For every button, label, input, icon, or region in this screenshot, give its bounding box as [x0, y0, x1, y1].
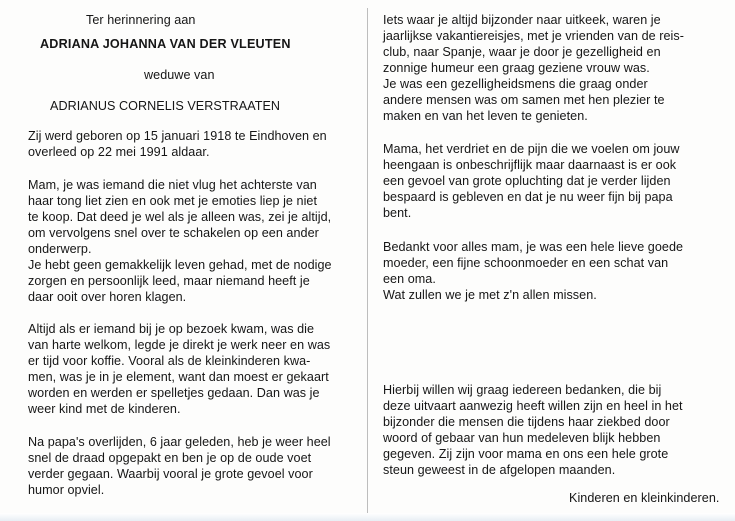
text-line: steun geweest in de afgelopen maanden. [383, 463, 616, 477]
signature: Kinderen en kleinkinderen. [569, 491, 720, 505]
text-line: overleed op 22 mei 1991 aldaar. [28, 145, 210, 159]
text-line: bespaard is gebleven en dat je nu weer fijn bij papa [383, 190, 673, 204]
text-line: een oma. [383, 272, 436, 286]
text-line: haar tong liet zien en ook met je emoties liep je niet [28, 194, 318, 208]
card-bottom-edge [0, 513, 735, 521]
birth-paragraph [28, 128, 346, 160]
paragraph-character [28, 177, 346, 305]
text-line: onderwerp. [28, 242, 92, 256]
text-line: heengaan is onbeschrijflijk maar daarnaast is er ook [383, 158, 677, 172]
text-line: Wat zullen we je met z'n allen missen. [383, 288, 597, 302]
text-line: club, naar Spanje, waar je door je gezelligheid en [383, 45, 661, 59]
paragraph-thanks-mam [383, 239, 723, 303]
text-line: verder gegaan. Waarbij vooral je grote gevoel voor [28, 467, 313, 481]
text-line: woord of gebaar van hun medeleven blijk hebben [383, 431, 661, 445]
text-line: er tijd voor koffie. Vooral als de kleinkinderen kwa- [28, 354, 311, 368]
text-line: Na papa's overlijden, 6 jaar geleden, heb je weer heel [28, 435, 331, 449]
text-line: Mama, het verdriet en de pijn die we voelen om jouw [383, 142, 680, 156]
text-line: bent. [383, 206, 412, 220]
left-page [28, 12, 346, 498]
text-line: daar ooit over horen klagen. [28, 290, 187, 304]
text-line: Mam, je was iemand die niet vlug het achterste van [28, 178, 317, 192]
text-line: een gevoel van grote opluchting dat je verder lijden [383, 174, 671, 188]
text-line: Bedankt voor alles mam, je was een hele lieve goede [383, 240, 684, 254]
text-line: maken en van het leven te genieten. [383, 109, 588, 123]
text-line: Hierbij willen wij graag iedereen bedanken, die bij [383, 383, 662, 397]
text-line: zorgen en persoonlijk leed, maar niemand heeft je [28, 274, 310, 288]
text-line: te koop. Dat deed je wel als je alleen was, zei je altijd, [28, 210, 332, 224]
text-line: bijzonder die mensen die tijdens haar ziekbed door [383, 415, 670, 429]
text-line: Je was een gezelligheidsmens die graag onder [383, 77, 648, 91]
relation-text: weduwe van [144, 68, 215, 82]
text-line: deze uitvaart aanwezig heeft willen zijn en heel in het [383, 399, 683, 413]
fold-line [367, 8, 368, 513]
text-line: Zij werd geboren op 15 januari 1918 te Eindhoven en [28, 129, 327, 143]
text-line: jaarlijkse vakantiereisjes, met je vrienden van de reis- [383, 29, 684, 43]
paragraph-humor [28, 434, 346, 498]
text-line: men, was je in je element, want dan moest er gekaart [28, 370, 329, 384]
text-line: zonnige humeur een graag geziene vrouw was. [383, 61, 650, 75]
text-line: weer kind met de kinderen. [28, 402, 181, 416]
text-line: humor opviel. [28, 483, 105, 497]
paragraph-acknowledgement [383, 382, 723, 478]
right-page [383, 12, 723, 506]
text-line: om vervolgens snel over te schakelen op een ander [28, 226, 319, 240]
text-line: Altijd als er iemand bij je op bezoek kwam, was die [28, 322, 315, 336]
text-line: andere mensen was om samen met hen plezier te [383, 93, 665, 107]
text-line: moeder, een fijne schoonmoeder en een schat van [383, 256, 669, 270]
memorial-heading: Ter herinnering aan [86, 13, 196, 27]
text-line: Je hebt geen gemakkelijk leven gehad, met de nodige [28, 258, 332, 272]
text-line: snel de draad opgepakt en ben je op de oude voet [28, 451, 312, 465]
text-line: Iets waar je altijd bijzonder naar uitkeek, waren je [383, 13, 661, 27]
spouse-name: ADRIANUS CORNELIS VERSTRAATEN [50, 99, 281, 113]
paragraph-holidays [383, 12, 723, 124]
paragraph-visits [28, 321, 346, 417]
deceased-name: ADRIANA JOHANNA VAN DER VLEUTEN [40, 37, 291, 51]
paragraph-grief [383, 141, 723, 221]
text-line: worden en werden er spelletjes gedaan. Dan was je [28, 386, 320, 400]
text-line: gegeven. Zij zijn voor mama en ons een hele grote [383, 447, 669, 461]
text-line: van harte welkom, legde je direkt je werk neer en was [28, 338, 331, 352]
